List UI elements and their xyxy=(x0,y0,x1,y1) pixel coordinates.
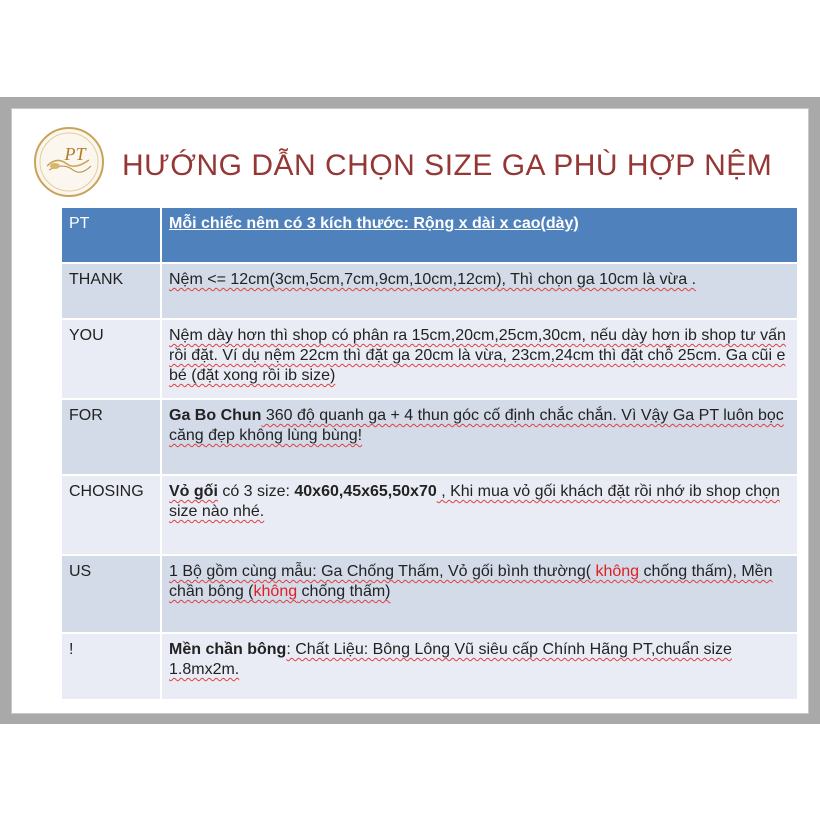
row-label: ! xyxy=(62,633,161,699)
row-red-text: không xyxy=(253,583,298,600)
row-content: : Chất Liệu: Bông Lông Vũ siêu cấp Chính Hãng PT,chuẩn size 1.8mx2m. xyxy=(169,641,732,678)
row-text xyxy=(161,319,797,399)
row-label: YOU xyxy=(62,319,161,399)
row-content: chống thấm) xyxy=(297,583,391,600)
table-row xyxy=(62,633,797,699)
row-bold-text: 40x60,45x65,50x70 xyxy=(294,483,437,500)
row-label: THANK xyxy=(62,263,161,319)
logo-text: PT xyxy=(64,144,86,164)
size-guide-table xyxy=(62,208,797,699)
row-text xyxy=(161,633,797,699)
row-label: CHOSING xyxy=(62,475,161,555)
row-bold-text: Ga Bo Chun xyxy=(169,407,262,424)
brand-logo xyxy=(33,126,105,198)
header-label: PT xyxy=(62,208,161,263)
row-text xyxy=(161,475,797,555)
row-text xyxy=(161,399,797,475)
row-label: US xyxy=(62,555,161,633)
slide xyxy=(11,108,809,714)
row-content: Nệm dày hơn thì shop có phân ra 15cm,20cm,25cm,30cm, nếu dày hơn ib shop tư vấn rồi đặt. Ví dụ nệm 22cm thì đặt ga 20cm là vừa, 23cm,24cm thì đặt chỗ 25cm. Ga cũi e bé (đặt xong rồi ib size) xyxy=(169,327,786,384)
row-content: 360 độ quanh ga + 4 thun góc cố định chắc chắn. Vì Vậy Ga PT luôn bọc căng đẹp không lùng bùng! xyxy=(169,407,784,444)
table-row xyxy=(62,475,797,555)
table-row xyxy=(62,555,797,633)
slide-frame xyxy=(0,97,820,724)
page-title: HƯỚNG DẪN CHỌN SIZE GA PHÙ HỢP NỆM xyxy=(122,149,773,182)
table-header-row xyxy=(62,208,797,263)
row-text xyxy=(161,555,797,633)
row-content: , Khi mua vỏ gối khách đặt rồi nhớ ib shop chọn size nào nhé. xyxy=(169,483,780,520)
row-content: có 3 size: xyxy=(217,483,295,500)
table-row xyxy=(62,399,797,475)
row-content: 1 Bộ gồm cùng mẫu: Ga Chống Thấm, Vỏ gối bình thường( xyxy=(169,563,596,580)
row-red-text: không xyxy=(595,563,640,580)
row-bold-text: Vỏ gối xyxy=(169,483,218,500)
table-row xyxy=(62,319,797,399)
row-content: chống thấm), Mền chần bông ( xyxy=(169,563,773,600)
row-label: FOR xyxy=(62,399,161,475)
row-text xyxy=(161,263,797,319)
header-text: Mỗi chiếc nêm có 3 kích thước: Rộng x dài x cao(dày) xyxy=(161,208,797,263)
row-bold-text: Mền chần bông xyxy=(169,641,287,658)
table-row xyxy=(62,263,797,319)
row-content: Nệm <= 12cm(3cm,5cm,7cm,9cm,10cm,12cm), Thì chọn ga 10cm là vừa . xyxy=(169,271,697,288)
